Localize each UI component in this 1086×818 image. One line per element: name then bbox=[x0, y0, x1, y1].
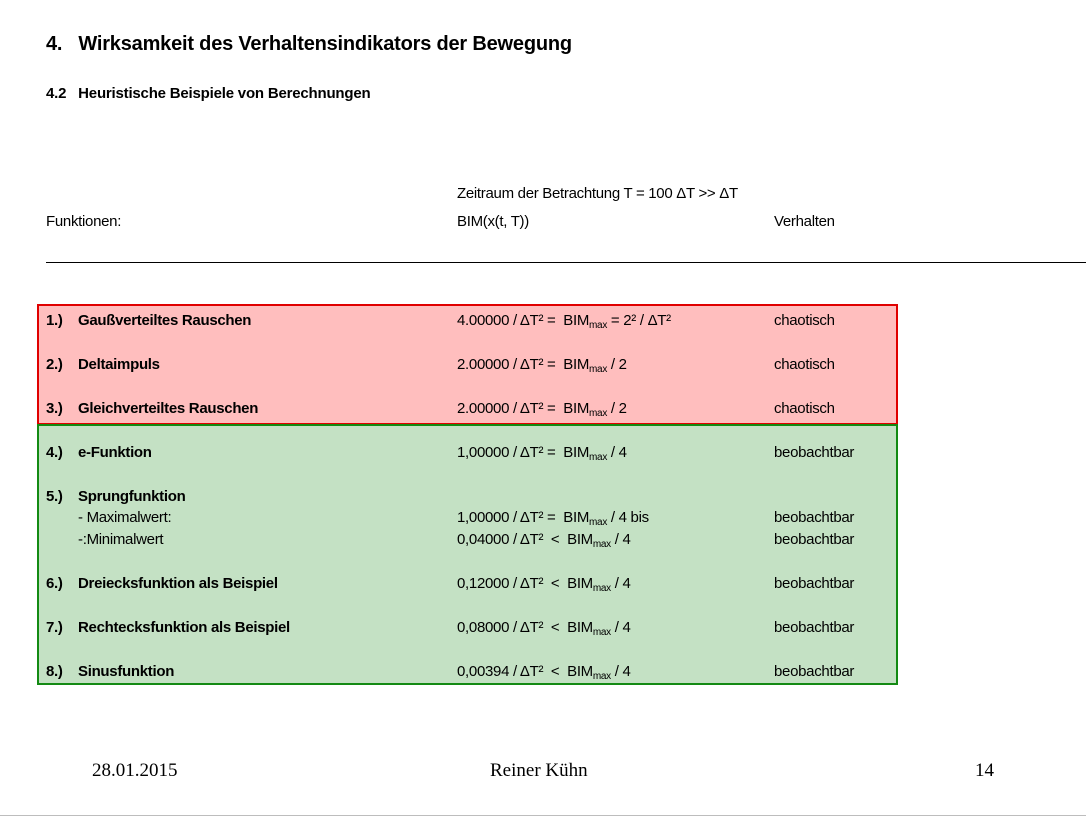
function-name: Gleichverteiltes Rauschen bbox=[78, 400, 259, 417]
row-number: 6.) bbox=[46, 575, 63, 592]
subheading-title: Heuristische Beispiele von Berechnungen bbox=[78, 85, 371, 102]
behavior-value: beobachtbar bbox=[774, 663, 855, 680]
function-name: Sprungfunktion bbox=[78, 488, 186, 505]
footer-page-number: 14 bbox=[975, 760, 994, 781]
function-name: Rechtecksfunktion als Beispiel bbox=[78, 619, 290, 636]
subrow-label: -:Minimalwert bbox=[78, 531, 164, 548]
behavior-value: beobachtbar bbox=[774, 575, 855, 592]
bim-value-suffix: / 4 bbox=[607, 444, 627, 461]
bim-symbol: BIM bbox=[563, 356, 590, 373]
behavior-value: chaotisch bbox=[774, 400, 835, 417]
bim-value-suffix: / 4 bbox=[610, 531, 631, 548]
bim-value-prefix: 1,00000 / ΔT² = bbox=[457, 509, 564, 526]
heading-title: Wirksamkeit des Verhaltensindikators der Bewegung bbox=[78, 33, 572, 55]
footer-author: Reiner Kühn bbox=[490, 760, 588, 781]
page-bottom-border bbox=[0, 815, 1086, 816]
bim-symbol: BIM bbox=[563, 400, 590, 417]
functions-header: Funktionen: bbox=[46, 213, 122, 230]
bim-symbol: BIM bbox=[567, 575, 593, 592]
bim-value-prefix: 0,04000 / ΔT² < bbox=[457, 531, 568, 548]
bim-value-suffix: = 2² / ΔT² bbox=[607, 312, 671, 329]
bim-max-subscript: max bbox=[592, 583, 611, 594]
behavior-value: chaotisch bbox=[774, 312, 835, 329]
bim-value bbox=[457, 444, 627, 461]
bim-value-suffix: / 4 bis bbox=[607, 509, 649, 526]
subheading-number: 4.2 bbox=[46, 85, 67, 102]
function-name: Dreiecksfunktion als Beispiel bbox=[78, 575, 278, 592]
bim-value-suffix: / 4 bbox=[610, 619, 631, 636]
bim-max-subscript: max bbox=[592, 627, 611, 638]
bim-max-subscript: max bbox=[592, 539, 611, 550]
bim-symbol: BIM bbox=[563, 509, 590, 526]
bim-max-subscript: max bbox=[589, 364, 608, 375]
row-number: 1.) bbox=[46, 312, 63, 329]
row-number: 3.) bbox=[46, 400, 63, 417]
row-number: 8.) bbox=[46, 663, 63, 680]
bim-symbol: BIM bbox=[567, 663, 593, 680]
bim-value bbox=[457, 400, 627, 417]
bim-value-suffix: / 4 bbox=[610, 575, 631, 592]
function-name: Gaußverteiltes Rauschen bbox=[78, 312, 252, 329]
header-divider bbox=[46, 262, 1086, 263]
bim-value bbox=[457, 619, 631, 636]
behavior-value: beobachtbar bbox=[774, 509, 855, 526]
subrow-label: - Maximalwert: bbox=[78, 509, 172, 526]
behavior-header: Verhalten bbox=[774, 213, 835, 230]
bim-value bbox=[457, 531, 631, 548]
bim-max-subscript: max bbox=[589, 517, 608, 528]
row-number: 2.) bbox=[46, 356, 63, 373]
bim-value bbox=[457, 509, 649, 526]
behavior-value: chaotisch bbox=[774, 356, 835, 373]
function-name: Sinusfunktion bbox=[78, 663, 175, 680]
bim-symbol: BIM bbox=[563, 312, 590, 329]
bim-value-suffix: / 4 bbox=[610, 663, 631, 680]
function-name: e-Funktion bbox=[78, 444, 152, 461]
bim-value-prefix: 2.00000 / ΔT² = bbox=[457, 400, 564, 417]
bim-value-prefix: 0,12000 / ΔT² < bbox=[457, 575, 568, 592]
period-label: Zeitraum der Betrachtung T = 100 ΔT >> ΔT bbox=[457, 185, 738, 202]
row-number: 4.) bbox=[46, 444, 63, 461]
observable-group-box bbox=[37, 424, 898, 685]
row-number: 7.) bbox=[46, 619, 63, 636]
bim-value bbox=[457, 575, 631, 592]
bim-value bbox=[457, 356, 627, 373]
bim-value-suffix: / 2 bbox=[607, 400, 627, 417]
footer-date: 28.01.2015 bbox=[92, 760, 178, 781]
slide-heading bbox=[46, 33, 572, 56]
bim-value bbox=[457, 663, 631, 680]
bim-value-suffix: / 2 bbox=[607, 356, 627, 373]
bim-value-prefix: 4.00000 / ΔT² = bbox=[457, 312, 564, 329]
slide-subheading bbox=[46, 85, 370, 102]
bim-value bbox=[457, 312, 671, 329]
bim-max-subscript: max bbox=[589, 408, 608, 419]
bim-max-subscript: max bbox=[592, 671, 611, 682]
bim-max-subscript: max bbox=[589, 452, 608, 463]
bim-symbol: BIM bbox=[563, 444, 590, 461]
bim-value-prefix: 0,08000 / ΔT² < bbox=[457, 619, 568, 636]
function-name: Deltaimpuls bbox=[78, 356, 160, 373]
row-number: 5.) bbox=[46, 488, 63, 505]
bim-value-prefix: 2.00000 / ΔT² = bbox=[457, 356, 564, 373]
bim-value-prefix: 0,00394 / ΔT² < bbox=[457, 663, 568, 680]
bim-value-prefix: 1,00000 / ΔT² = bbox=[457, 444, 564, 461]
behavior-value: beobachtbar bbox=[774, 444, 855, 461]
behavior-value: beobachtbar bbox=[774, 531, 855, 548]
bim-symbol: BIM bbox=[567, 619, 593, 636]
heading-number: 4. bbox=[46, 33, 63, 55]
behavior-value: beobachtbar bbox=[774, 619, 855, 636]
bim-symbol: BIM bbox=[567, 531, 593, 548]
bim-max-subscript: max bbox=[589, 320, 608, 331]
bim-header: BIM(x(t, T)) bbox=[457, 213, 529, 230]
